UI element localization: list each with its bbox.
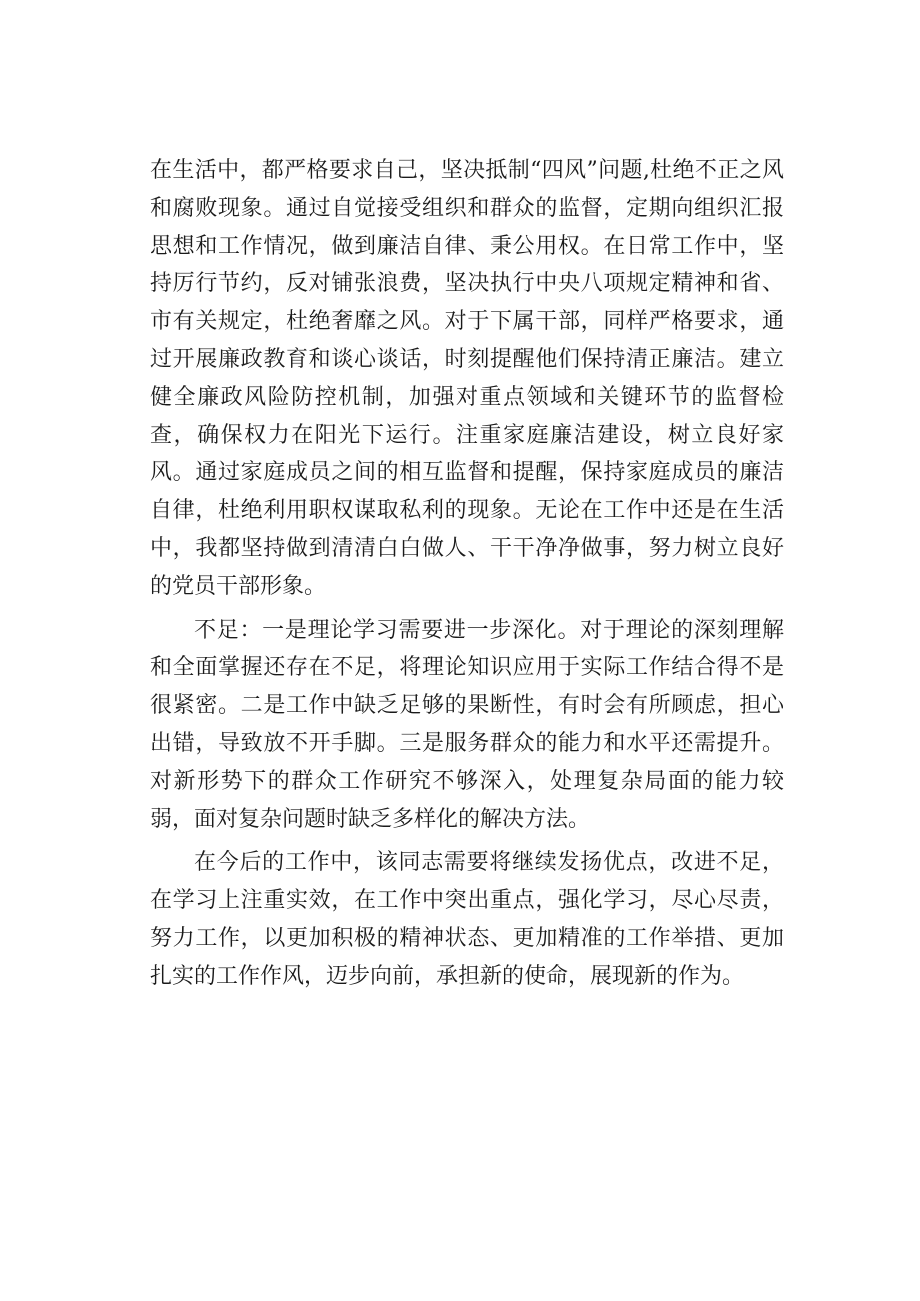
document-page: [150, 152, 784, 996]
paragraph-future-work: 在今后的工作中，该同志需要将继续发扬优点，改进不足，在学习上注重实效，在工作中突出重点，强化学习，尽心尽责，努力工作，以更加积极的精神状态、更加精准的工作举措、更加扎实的工作作风，迈步向前，承担新的使命，展现新的作为。: [150, 850, 784, 989]
paragraph-integrity: 在生活中，都严格要求自己，坚决抵制“四风”问题,杜绝不正之风和腐败现象。通过自觉接受组织和群众的监督，定期向组织汇报思想和工作情况，做到廉洁自律、秉公用权。在日常工作中，坚持厉行节约，反对铺张浪费，坚决执行中央八项规定精神和省、市有关规定，杜绝奢靡之风。对于下属干部，同样严格要求，通过开展廉政教育和谈心谈话，时刻提醒他们保持清正廉洁。建立健全廉政风险防控机制，加强对重点领域和关键环节的监督检查，确保权力在阳光下运行。注重家庭廉洁建设，树立良好家风。通过家庭成员之间的相互监督和提醒，保持家庭成员的廉洁自律，杜绝利用职权谋取私利的现象。无论在工作中还是在生活中，我都坚持做到清清白白做人、干干净净做事，努力树立良好的党员干部形象。: [150, 158, 784, 599]
paragraph-shortcomings: 不足：一是理论学习需要进一步深化。对于理论的深刻理解和全面掌握还存在不足，将理论知识应用于实际工作结合得不是很紧密。二是工作中缺乏足够的果断性，有时会有所顾虑，担心出错，导致放不开手脚。三是服务群众的能力和水平还需提升。对新形势下的群众工作研究不够深入，处理复杂局面的能力较弱，面对复杂问题时缺乏多样化的解决方法。: [150, 617, 784, 832]
